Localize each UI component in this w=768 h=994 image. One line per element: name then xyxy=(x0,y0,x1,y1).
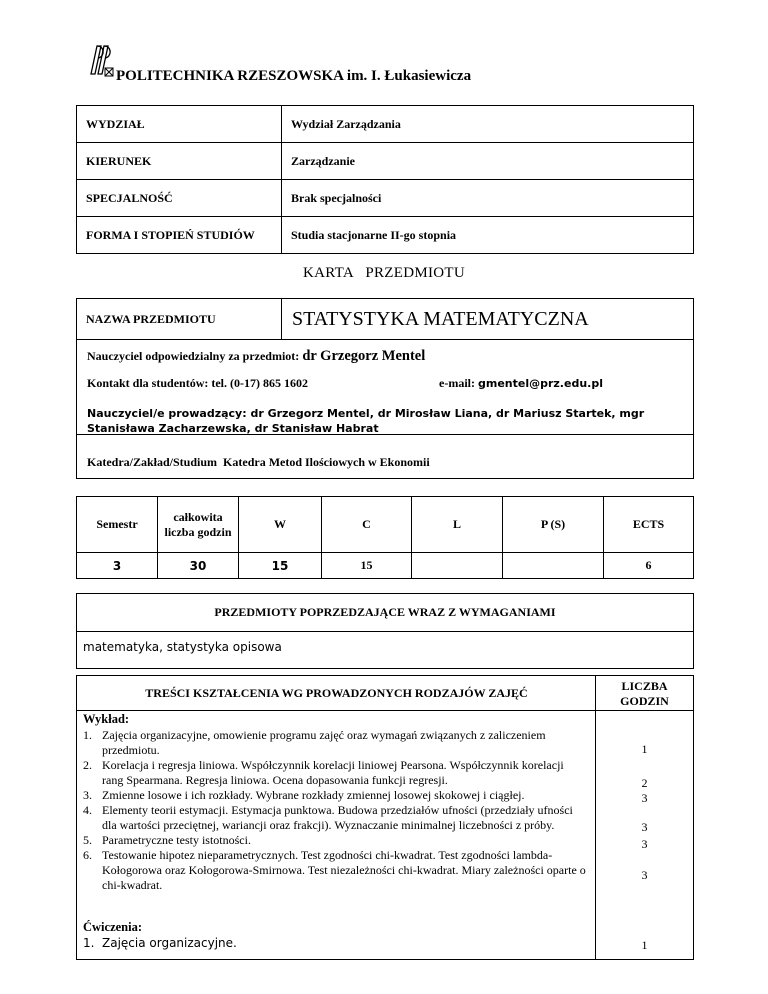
item-number: 5. xyxy=(83,833,92,847)
info-label: WYDZIAŁ xyxy=(77,106,282,143)
lecture-hours: 1 xyxy=(641,742,648,756)
responsible-name: dr Grzegorz Mentel xyxy=(302,348,426,364)
contact-email-line xyxy=(439,376,603,391)
item-number: 4. xyxy=(83,803,92,817)
list-item xyxy=(83,833,588,848)
lecture-hours: 3 xyxy=(641,791,648,805)
table-row xyxy=(77,143,694,180)
prerequisites-section xyxy=(76,593,694,669)
item-text: Elementy teorii estymacji. Estymacja punktowa. Budowa przedziałów ufności (przedziały ufności dla wartości przeciętnej, wariancji oraz frakcji). Wyznaczanie minimalnej liczebności z próby. xyxy=(102,803,573,832)
info-label: SPECJALNOŚĆ xyxy=(77,180,282,217)
divider xyxy=(596,710,693,711)
contact-phone: Kontakt dla studentów: tel. (0-17) 865 1602 xyxy=(87,376,308,390)
list-item xyxy=(83,788,588,803)
info-value: Wydział Zarządzania xyxy=(282,106,694,143)
responsible-teacher-line xyxy=(87,348,425,365)
lecture-label: Wykład: xyxy=(83,712,130,726)
list-item xyxy=(83,848,588,893)
faculty-info-table xyxy=(76,105,694,254)
item-number: 2. xyxy=(83,758,92,772)
info-value: Zarządzanie xyxy=(282,143,694,180)
department-line: Katedra/Zakład/Studium Katedra Metod Ilościowych w Ekonomii xyxy=(87,455,430,469)
table-row xyxy=(77,106,694,143)
info-label: FORMA I STOPIEŃ STUDIÓW xyxy=(77,217,282,254)
email-label: e-mail: xyxy=(439,376,475,390)
responsible-label: Nauczyciel odpowiedzialny za przedmiot: xyxy=(87,349,300,363)
header-cell: L xyxy=(412,497,503,553)
teaching-staff: Nauczyciel/e prowadzący: dr Grzegorz Mentel, dr Mirosław Liana, dr Mariusz Startek, mgr Stanisława Zacharzewska, dr Stanisław Habrat xyxy=(87,407,645,435)
item-text: Testowanie hipotez nieparametrycznych. Test zgodności chi-kwadrat. Test zgodności lambda-Kołogorowa oraz Kołogorowa-Smirnowa. Test niezależności chi-kwadrat. Miary zależności oparte o chi-kwadrat. xyxy=(102,848,586,892)
exercise-hours: 1 xyxy=(641,938,648,952)
item-text: Zajęcia organizacyjne, omowienie programu zajęć oraz wymagań związanych z zaliczeniem przedmiotu. xyxy=(102,728,546,757)
prerequisites-title: PRZEDMIOTY POPRZEDZAJĄCE WRAZ Z WYMAGANIAMI xyxy=(77,594,693,632)
email-link[interactable]: gmentel@prz.edu.pl xyxy=(477,377,603,390)
item-number: 1. xyxy=(83,728,92,742)
list-item xyxy=(83,803,588,833)
lecture-hours: 3 xyxy=(641,868,648,882)
item-number: 3. xyxy=(83,788,92,802)
value-cell xyxy=(503,553,604,579)
header-cell: całkowita liczba godzin xyxy=(158,497,239,553)
card-title: KARTA PRZEDMIOTU xyxy=(302,265,466,281)
table-header-row xyxy=(77,497,694,553)
value-cell xyxy=(412,553,503,579)
prerequisites-text: matematyka, statystyka opisowa xyxy=(83,640,282,654)
exercise-label: Ćwiczenia: xyxy=(83,920,143,934)
table-row xyxy=(77,180,694,217)
value-cell: 15 xyxy=(239,553,322,579)
value-cell: 6 xyxy=(604,553,694,579)
table-row xyxy=(77,217,694,254)
header-cell: Semestr xyxy=(77,497,158,553)
university-logo xyxy=(88,44,114,78)
lecture-hours: 2 xyxy=(641,776,648,790)
subject-label: NAZWA PRZEDMIOTU xyxy=(77,299,282,340)
item-text: Korelacja i regresja liniowa. Współczynnik korelacji liniowej Pearsona. Współczynnik korelacji rang Spearmana. Regresja liniowa. Ocena dopasowania funkcji regresji. xyxy=(102,758,564,787)
item-number: 6. xyxy=(83,848,92,862)
header-cell: C xyxy=(322,497,412,553)
item-text: Parametryczne testy istotności. xyxy=(102,833,251,847)
list-item xyxy=(83,728,588,758)
header-cell: W xyxy=(239,497,322,553)
info-value: Brak specjalności xyxy=(282,180,694,217)
list-item xyxy=(83,758,588,788)
subject-table xyxy=(76,298,694,340)
value-cell: 30 xyxy=(158,553,239,579)
content-title: TREŚCI KSZTAŁCENIA WG PROWADZONYCH RODZAJÓW ZAJĘĆ xyxy=(77,676,596,711)
university-name: POLITECHNIKA RZESZOWSKA im. I. Łukasiewicza xyxy=(116,68,472,84)
item-text: Zajęcia organizacyjne. xyxy=(102,936,237,950)
course-content-section xyxy=(76,675,693,958)
item-text: Zmienne losowe i ich rozkłady. Wybrane rozkłady zmiennej losowej skokowej i ciągłej. xyxy=(102,788,525,802)
hours-title: LICZBA GODZIN xyxy=(620,679,669,708)
header-cell: P (S) xyxy=(503,497,604,553)
hours-column xyxy=(595,675,694,960)
hours-table xyxy=(76,496,694,579)
header-cell: ECTS xyxy=(604,497,694,553)
lecture-list xyxy=(83,728,588,893)
content-column xyxy=(76,675,596,960)
value-cell: 15 xyxy=(322,553,412,579)
info-label: KIERUNEK xyxy=(77,143,282,180)
department-section xyxy=(76,434,694,479)
list-item xyxy=(83,936,607,950)
lecture-hours: 3 xyxy=(641,820,648,834)
item-number: 1. xyxy=(83,936,95,950)
table-row xyxy=(77,299,694,340)
value-cell: 3 xyxy=(77,553,158,579)
teacher-section xyxy=(76,340,694,435)
table-row xyxy=(77,553,694,579)
info-value: Studia stacjonarne II-go stopnia xyxy=(282,217,694,254)
subject-name: STATYSTYKA MATEMATYCZNA xyxy=(282,299,694,340)
lecture-hours: 3 xyxy=(641,837,648,851)
